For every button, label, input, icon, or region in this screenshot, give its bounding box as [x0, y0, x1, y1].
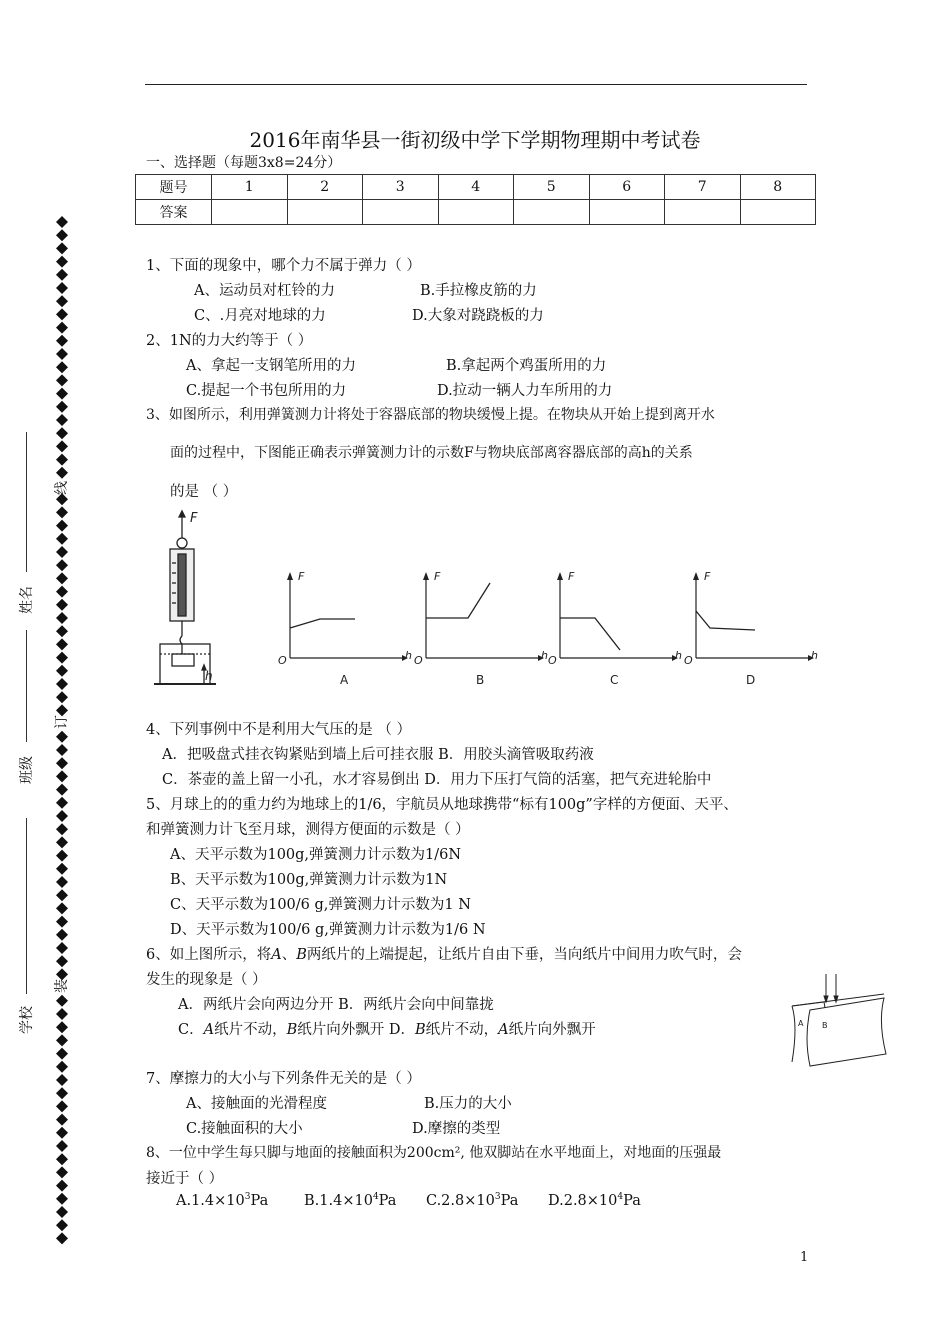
q1-stem: 1、下面的现象中，哪个力不属于弹力（ ）	[146, 258, 421, 274]
f-axis-arrow	[287, 572, 293, 580]
q6-options-ab: A．两纸片会向两边分开 B．两纸片会向中间靠拢	[178, 997, 494, 1013]
margin-label-ding: 订	[54, 715, 70, 729]
diamond-mark	[56, 322, 68, 334]
q8-option-b: $B.1.4\times 10^4Pa$	[304, 1192, 397, 1209]
diamond-mark	[56, 414, 68, 426]
q1-option-a: A、运动员对杠铃的力	[194, 283, 335, 299]
diamond-mark	[56, 1061, 68, 1073]
q7-option-d: D.摩擦的类型	[412, 1121, 501, 1137]
graph-curve	[696, 611, 755, 630]
diamond-mark	[56, 744, 68, 756]
diamond-mark	[56, 823, 68, 835]
table-row	[136, 175, 816, 200]
answer-table	[135, 174, 816, 225]
graph-option-label: C	[610, 673, 619, 687]
diamond-mark	[56, 1034, 68, 1046]
graph-h-label: h	[675, 649, 682, 662]
q7-option-a: A、接触面的光滑程度	[186, 1096, 327, 1112]
diamond-mark	[56, 467, 68, 479]
graph-origin-label: O	[278, 654, 287, 667]
diamond-mark	[56, 652, 68, 664]
diamond-mark	[56, 229, 68, 241]
diamond-mark	[56, 889, 68, 901]
diamond-mark	[56, 586, 68, 598]
f-axis-arrow	[423, 572, 429, 580]
q7-option-b: B.压力的大小	[424, 1096, 512, 1112]
q6-line1: 6、如上图所示，将A、B两纸片的上端提起，让纸片自由下垂，当向纸片中间用力吹气时，会	[146, 947, 742, 963]
q7-stem: 7、摩擦力的大小与下列条件无关的是（ ）	[146, 1071, 421, 1087]
question-number: 5	[514, 175, 590, 200]
q5-line2: 和弹簧测力计飞至月球，测得方便面的示数是（ ）	[146, 822, 470, 838]
answer-cell[interactable]	[740, 200, 816, 225]
question-number: 1	[212, 175, 288, 200]
q2-stem: 2、1N的力大约等于（ ）	[146, 333, 313, 349]
diamond-mark	[56, 520, 68, 532]
q3-figure	[150, 508, 818, 698]
q8-line2: 接近于（ ）	[146, 1171, 224, 1187]
q2-option-d: D.拉动一辆人力车所用的力	[437, 383, 613, 399]
table-header: 答案	[136, 200, 212, 225]
diamond-mark	[56, 269, 68, 281]
graph-f-label: F	[434, 570, 441, 583]
q1-option-b: B.手拉橡皮筋的力	[420, 283, 537, 299]
paper-a-label: A	[798, 1019, 804, 1028]
header-rule	[145, 84, 807, 85]
q2-option-a: A、拿起一支钢笔所用的力	[186, 358, 356, 374]
diamond-mark	[56, 493, 68, 505]
diamond-mark	[56, 850, 68, 862]
diamond-mark	[56, 1153, 68, 1165]
page-title: 2016年南华县一街初级中学下学期物理期中考试卷	[249, 128, 701, 152]
diamond-mark	[56, 678, 68, 690]
margin-label-xian: 线	[54, 481, 70, 495]
school-fill-line[interactable]	[26, 818, 27, 994]
f-axis-arrow	[557, 572, 563, 580]
diamond-mark	[56, 374, 68, 386]
q2-option-b: B.拿起两个鸡蛋所用的力	[446, 358, 607, 374]
q1-option-d: D.大象对跷跷板的力	[412, 308, 544, 324]
diamond-mark	[56, 1074, 68, 1086]
diamond-mark	[56, 533, 68, 545]
diamond-mark	[56, 863, 68, 875]
diamond-mark	[56, 361, 68, 373]
answer-cell[interactable]	[363, 200, 439, 225]
margin-label-name: 姓名	[19, 586, 35, 614]
question-number: 8	[740, 175, 816, 200]
diamond-mark	[56, 638, 68, 650]
page-number: 1	[800, 1250, 809, 1265]
q5-option-d: D、天平示数为100/6 g,弹簧测力计示数为1/6 N	[170, 922, 486, 938]
graph-f-label: F	[704, 570, 711, 583]
diamond-mark	[56, 1219, 68, 1231]
answer-cell[interactable]	[438, 200, 514, 225]
graph-curve	[560, 618, 620, 650]
answer-cell[interactable]	[514, 200, 590, 225]
diamond-mark	[56, 1206, 68, 1218]
diamond-mark	[56, 1048, 68, 1060]
q6-paper-figure	[784, 970, 888, 1070]
diamond-mark	[56, 1232, 68, 1244]
diamond-mark	[56, 665, 68, 677]
q6-options-cd: C．A纸片不动，B纸片向外飘开 D．B纸片不动，A纸片向外飘开	[178, 1022, 596, 1038]
diamond-mark	[56, 572, 68, 584]
spring-balance-icon	[154, 511, 216, 684]
table-header: 题号	[136, 175, 212, 200]
graph-origin-label: O	[548, 654, 557, 667]
diamond-mark	[56, 625, 68, 637]
diamond-mark	[56, 784, 68, 796]
q8-option-c: $C.2.8\times 10^3Pa$	[426, 1192, 519, 1209]
diamond-mark	[56, 1100, 68, 1112]
paper-b-label: B	[822, 1021, 828, 1030]
diamond-mark	[56, 427, 68, 439]
diamond-mark	[56, 1127, 68, 1139]
diamond-mark	[56, 1021, 68, 1033]
diamond-mark	[56, 401, 68, 413]
section-heading: 一、选择题（每题3x8=24分）	[146, 155, 342, 171]
diamond-mark	[56, 454, 68, 466]
binding-diamond-column	[54, 214, 70, 1244]
graph-h-label: h	[405, 649, 412, 662]
diamond-mark	[56, 929, 68, 941]
graph-option-label: B	[476, 673, 485, 687]
diamond-mark	[56, 335, 68, 347]
f-axis-arrow	[693, 572, 699, 580]
q4-options-ab: A．把吸盘式挂衣钩紧贴到墙上后可挂衣服 B．用胶头滴管吸取药液	[162, 747, 594, 763]
q3-line2: 面的过程中，下图能正确表示弹簧测力计的示数F与物块底部离容器底部的高h的关系	[170, 445, 693, 461]
diamond-mark	[56, 546, 68, 558]
diamond-mark	[56, 876, 68, 888]
diamond-mark	[56, 1114, 68, 1126]
diamond-mark	[56, 757, 68, 769]
graph-origin-label: O	[684, 654, 693, 667]
q3-line1: 3、如图所示，利用弹簧测力计将处于容器底部的物块缓慢上提。在物块从开始上提到离开水	[146, 407, 715, 423]
graph-option-label: A	[340, 673, 349, 687]
diamond-mark	[56, 797, 68, 809]
q3-height-label: h	[205, 669, 213, 683]
diamond-mark	[56, 955, 68, 967]
q8-line1: 8、一位中学生每只脚与地面的接触面积为200cm², 他双脚站在水平地面上，对地面的压强最	[146, 1145, 722, 1161]
diamond-mark	[56, 295, 68, 307]
margin-label-school: 学校	[19, 1006, 35, 1034]
diamond-mark	[56, 599, 68, 611]
diamond-mark	[56, 770, 68, 782]
class-fill-line[interactable]	[26, 630, 27, 742]
diamond-mark	[56, 916, 68, 928]
q4-options-cd: C．茶壶的盖上留一小孔，水才容易倒出 D．用力下压打气筒的活塞，把气充进轮胎中	[162, 772, 712, 788]
answer-cell[interactable]	[665, 200, 741, 225]
answer-cell[interactable]	[212, 200, 288, 225]
q1-option-c: C、.月亮对地球的力	[194, 308, 326, 324]
diamond-mark	[56, 1180, 68, 1192]
diamond-mark	[56, 836, 68, 848]
graph-h-label: h	[811, 649, 818, 662]
diamond-mark	[56, 559, 68, 571]
diamond-mark	[56, 612, 68, 624]
margin-label-zhuang: 装	[54, 979, 70, 993]
diamond-mark	[56, 942, 68, 954]
question-number: 7	[665, 175, 741, 200]
diamond-mark	[56, 308, 68, 320]
q4-stem: 4、下列事例中不是利用大气压的是 （ ）	[146, 722, 411, 738]
q5-line1: 5、月球上的的重力约为地球上的1/6，宇航员从地球携带“标有100g”字样的方便面、天平、	[146, 797, 738, 813]
diamond-mark	[56, 216, 68, 228]
graph-f-label: F	[298, 570, 305, 583]
diamond-mark	[56, 1087, 68, 1099]
diamond-mark	[56, 995, 68, 1007]
graph-option-label: D	[746, 673, 756, 687]
diamond-mark	[56, 1193, 68, 1205]
graph-curve	[426, 583, 490, 618]
diamond-mark	[56, 242, 68, 254]
question-number: 2	[287, 175, 363, 200]
diamond-mark	[56, 256, 68, 268]
diamond-mark	[56, 1140, 68, 1152]
answer-cell[interactable]	[589, 200, 665, 225]
q5-option-b: B、天平示数为100g,弹簧测力计示数为1N	[170, 872, 448, 888]
graph-curve	[290, 619, 355, 628]
q2-option-c: C.提起一个书包所用的力	[186, 383, 347, 399]
diamond-mark	[56, 348, 68, 360]
q7-option-c: C.接触面积的大小	[186, 1121, 303, 1137]
question-number: 6	[589, 175, 665, 200]
answer-cell[interactable]	[287, 200, 363, 225]
diamond-mark	[56, 440, 68, 452]
margin-label-class: 班级	[19, 756, 35, 784]
q8-option-a: $A.1.4\times 10^3Pa$	[176, 1192, 269, 1209]
diamond-mark	[56, 902, 68, 914]
question-number: 4	[438, 175, 514, 200]
table-row	[136, 200, 816, 225]
name-fill-line[interactable]	[26, 432, 27, 572]
q5-option-c: C、天平示数为100/6 g,弹簧测力计示数为1 N	[170, 897, 471, 913]
question-number: 3	[363, 175, 439, 200]
diamond-mark	[56, 388, 68, 400]
q6-line2: 发生的现象是（ ）	[146, 972, 267, 988]
diamond-mark	[56, 282, 68, 294]
diamond-mark	[56, 1008, 68, 1020]
q3-line3: 的是 （ ）	[170, 484, 238, 500]
graph-f-label: F	[568, 570, 575, 583]
q5-option-a: A、天平示数为100g,弹簧测力计示数为1/6N	[170, 847, 462, 863]
q8-option-d: $D.2.8\times 10^4Pa$	[548, 1192, 641, 1209]
diamond-mark	[56, 691, 68, 703]
q3-force-label: F	[190, 511, 198, 526]
graph-origin-label: O	[414, 654, 423, 667]
graph-h-label: h	[541, 649, 548, 662]
diamond-mark	[56, 731, 68, 743]
diamond-mark	[56, 810, 68, 822]
diamond-mark	[56, 1166, 68, 1178]
diamond-mark	[56, 506, 68, 518]
